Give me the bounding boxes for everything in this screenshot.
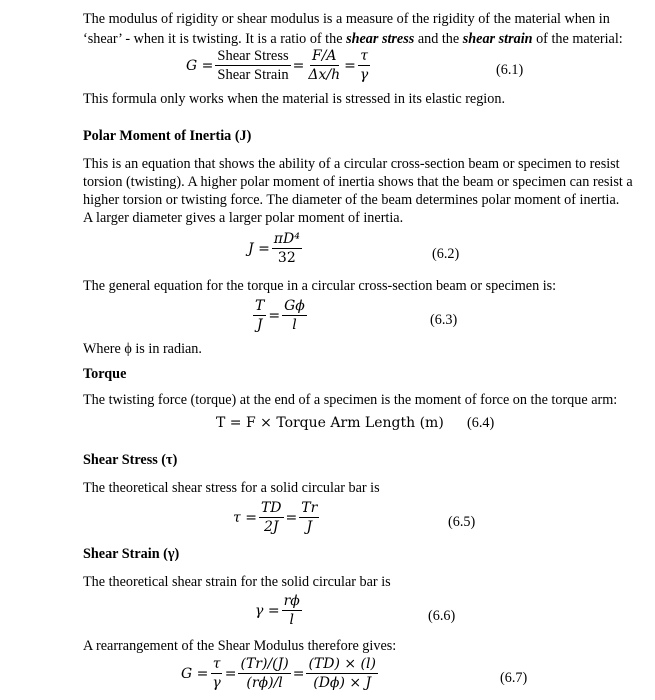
frac-numerator: (Tr)/(J) [240,656,289,672]
where-note: Where ϕ is in radian. [83,341,202,357]
eq-lhs: J = [248,240,270,257]
frac-denominator: 2J [263,519,279,535]
equation-6-1 [186,48,372,83]
equation-number: (6.6) [428,608,456,624]
section-heading-torque: Torque [83,366,127,382]
frac-numerator: F/A [312,48,337,64]
frac-denominator: Δx/h [308,67,341,83]
frac-numerator: πD⁴ [273,231,300,247]
frac-denominator: (rϕ)/l [246,675,283,691]
fraction [272,231,302,266]
polar-line-3: higher torsion or twisting force. The diameter of the beam determines polar moment of inertia. [83,192,620,208]
frac-denominator: γ [359,67,369,83]
frac-denominator: J [256,317,263,333]
fraction [215,48,290,83]
equals-sign: = [344,57,356,74]
fraction [306,48,342,83]
frac-denominator: 32 [277,250,296,266]
frac-numerator: (TD) × (l) [308,656,376,672]
frac-numerator: T [255,298,265,314]
torque-general-text: The general equation for the torque in a circular cross-section beam or specimen is: [83,278,557,294]
equation-6-7 [181,656,380,691]
equation-6-5 [233,500,321,535]
fraction [282,298,307,333]
equation-6-3 [251,298,309,333]
equals-sign: = [285,509,298,526]
equals-sign: = [268,307,281,324]
eq-expression: T = F × Torque Arm Length (m) [216,415,444,431]
frac-denominator: Shear Strain [217,67,289,83]
fraction [299,500,319,535]
eq-lhs: G = [181,665,209,682]
shear-stress-emphasis: shear stress [346,31,415,47]
section-heading-shear-strain: Shear Strain (γ) [83,546,180,562]
section-heading-shear-stress: Shear Stress (τ) [83,452,178,468]
fraction [253,298,266,333]
shear-strain-text: The theoretical shear strain for the solid circular bar is [83,574,391,590]
intro-line-1: The modulus of rigidity or shear modulus is a measure of the rigidity of the material when in [83,11,610,27]
equation-number: (6.2) [432,246,460,262]
eq-lhs: γ = [255,602,280,619]
equals-sign: = [292,57,305,74]
intro-text: and the [414,31,463,47]
equals-sign: = [292,665,305,682]
equation-number: (6.5) [448,514,476,530]
equation-6-4 [216,415,444,431]
frac-denominator: l [292,317,297,333]
fraction [259,500,284,535]
equation-number: (6.7) [500,670,528,686]
shear-strain-emphasis: shear strain [462,31,533,47]
frac-numerator: τ [212,656,221,672]
rearrangement-text: A rearrangement of the Shear Modulus therefore gives: [83,638,397,654]
equation-number: (6.1) [496,62,524,78]
polar-line-2: torsion (twisting). A higher polar moment of inertia shows that the beam or specimen can resist a [83,174,633,190]
frac-numerator: TD [260,500,282,516]
eq-lhs: τ = [233,509,257,526]
intro-line-2 [83,30,623,48]
equation-number: (6.4) [467,415,495,431]
intro-text: of the material: [532,31,623,47]
equals-sign: = [224,665,237,682]
fraction [282,593,302,628]
polar-line-4: A larger diameter gives a larger polar moment of inertia. [83,210,404,226]
polar-line-1: This is an equation that shows the ability of a circular cross-section beam or specimen to resist [83,156,620,172]
frac-numerator: τ [360,48,368,64]
frac-denominator: γ [212,675,221,691]
frac-numerator: Shear Stress [217,48,289,64]
intro-text: ‘shear’ - when it is twisting. It is a ratio of the [83,31,347,47]
frac-numerator: Tr [301,500,318,516]
equation-6-2 [248,231,304,266]
equation-6-6 [255,593,304,628]
frac-denominator: l [289,612,294,628]
fraction [358,48,370,83]
shear-stress-text: The theoretical shear stress for a solid circular bar is [83,480,380,496]
frac-numerator: rϕ [283,593,300,609]
fraction [210,656,222,691]
eq-lhs: G = [186,57,214,74]
frac-denominator: J [306,519,313,535]
frac-denominator: (Dϕ) × J [313,675,372,691]
fraction [306,656,378,691]
elastic-note: This formula only works when the material is stressed in its elastic region. [83,91,505,107]
torque-text: The twisting force (torque) at the end of a specimen is the moment of force on the torque arm: [83,392,618,408]
fraction [238,656,290,691]
equation-number: (6.3) [430,312,458,328]
frac-numerator: Gϕ [284,298,305,314]
section-heading-polar: Polar Moment of Inertia (J) [83,128,252,144]
